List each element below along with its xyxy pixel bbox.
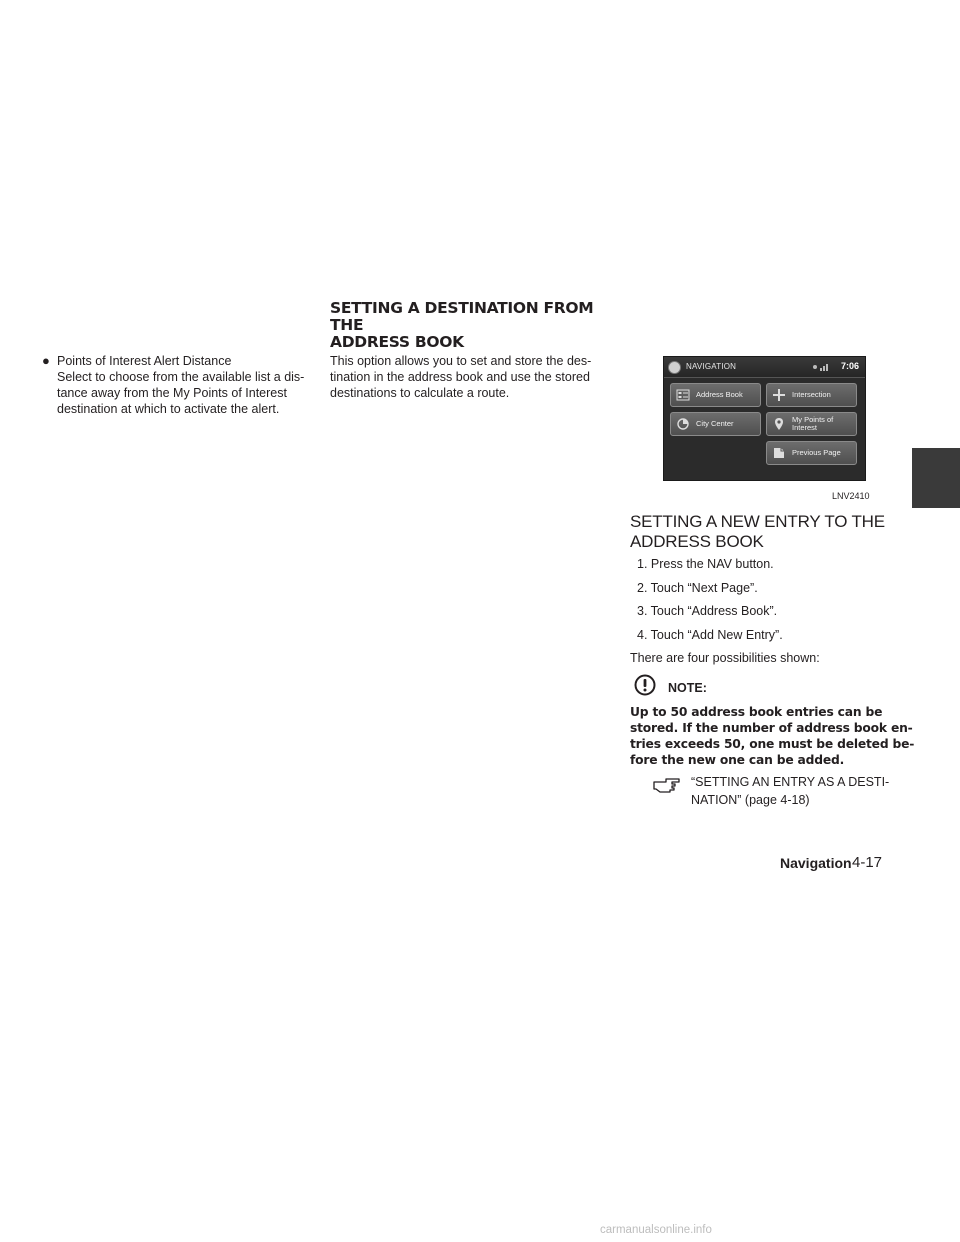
subsection-heading-line-2: ADDRESS BOOK — [630, 532, 764, 551]
screen-header — [664, 357, 865, 377]
footer-chapter-title: Navigation — [780, 855, 852, 871]
subsection-heading — [630, 512, 930, 552]
previous-page-label: Previous Page — [792, 448, 841, 457]
intro-line: tination in the address book and use the stored — [330, 370, 590, 384]
bullet-line: destination at which to activate the alert. — [57, 402, 280, 416]
bullet-title: Points of Interest Alert Distance — [57, 354, 232, 368]
step-item: 1. Press the NAV button. — [637, 557, 774, 571]
address-book-button[interactable] — [670, 383, 761, 407]
note-line: tries exceeds 50, one must be deleted be- — [630, 737, 915, 751]
intersection-icon — [772, 388, 786, 402]
address-book-icon — [676, 388, 690, 402]
signal-status-icon — [812, 363, 834, 371]
step-item: 4. Touch “Add New Entry”. — [637, 627, 783, 642]
bullet-item-alert-distance — [57, 353, 321, 417]
nissan-logo-icon — [668, 361, 681, 374]
intro-line: destinations to calculate a route. — [330, 386, 510, 400]
my-poi-line-1: My Points of — [792, 415, 834, 424]
screen-divider — [664, 377, 865, 378]
city-center-label: City Center — [696, 419, 734, 428]
intersection-button[interactable] — [766, 383, 857, 407]
screen-title: NAVIGATION — [686, 362, 737, 371]
my-points-of-interest-button[interactable] — [766, 412, 857, 436]
city-center-icon — [676, 417, 690, 431]
my-poi-line-2: Interest — [792, 423, 818, 432]
cross-reference — [691, 773, 921, 809]
bullet-line: Select to choose from the available list a dis- — [57, 370, 305, 384]
note-line: Up to 50 address book entries can be — [630, 705, 883, 719]
steps-list — [637, 556, 917, 650]
note-line: fore the new one can be added. — [630, 753, 845, 767]
reference-line-1: “SETTING AN ENTRY AS A DESTI- — [691, 775, 890, 789]
possibilities-text: There are four possibilities shown: — [630, 651, 820, 665]
city-center-button[interactable] — [670, 412, 761, 436]
previous-page-button[interactable] — [766, 441, 857, 465]
reference-line-2: NATION” (page 4-18) — [691, 793, 810, 807]
section-heading — [330, 300, 630, 351]
figure-caption: LNV2410 — [832, 491, 870, 501]
intersection-label: Intersection — [792, 390, 831, 399]
note-line: stored. If the number of address book en- — [630, 721, 913, 735]
screen-clock: 7:06 — [841, 361, 860, 371]
step-item: 3. Touch “Address Book”. — [637, 604, 778, 618]
intro-line: This option allows you to set and store the des- — [330, 354, 592, 368]
previous-page-icon — [772, 446, 786, 460]
bullet-line: tance away from the My Points of Interest — [57, 386, 287, 400]
section-heading-line-1: SETTING A DESTINATION FROM THE — [330, 299, 594, 334]
navigation-screen-illustration — [663, 356, 866, 481]
step-item: 2. Touch “Next Page”. — [637, 580, 758, 595]
note-label: NOTE: — [668, 681, 707, 695]
subsection-heading-line-1: SETTING A NEW ENTRY TO THE — [630, 512, 885, 531]
map-pin-icon — [772, 417, 786, 431]
pointing-hand-icon — [652, 774, 682, 794]
note-body — [630, 704, 917, 768]
note-exclamation-icon — [634, 674, 656, 696]
intro-paragraph — [330, 353, 610, 401]
bullet-icon: ● — [42, 353, 50, 368]
my-points-of-interest-label — [792, 416, 833, 432]
section-heading-line-2: ADDRESS BOOK — [330, 333, 464, 351]
watermark: carmanualsonline.info — [600, 1224, 712, 1236]
footer-page-number: 4-17 — [852, 854, 883, 871]
address-book-label: Address Book — [696, 390, 743, 399]
chapter-tab — [912, 448, 960, 508]
